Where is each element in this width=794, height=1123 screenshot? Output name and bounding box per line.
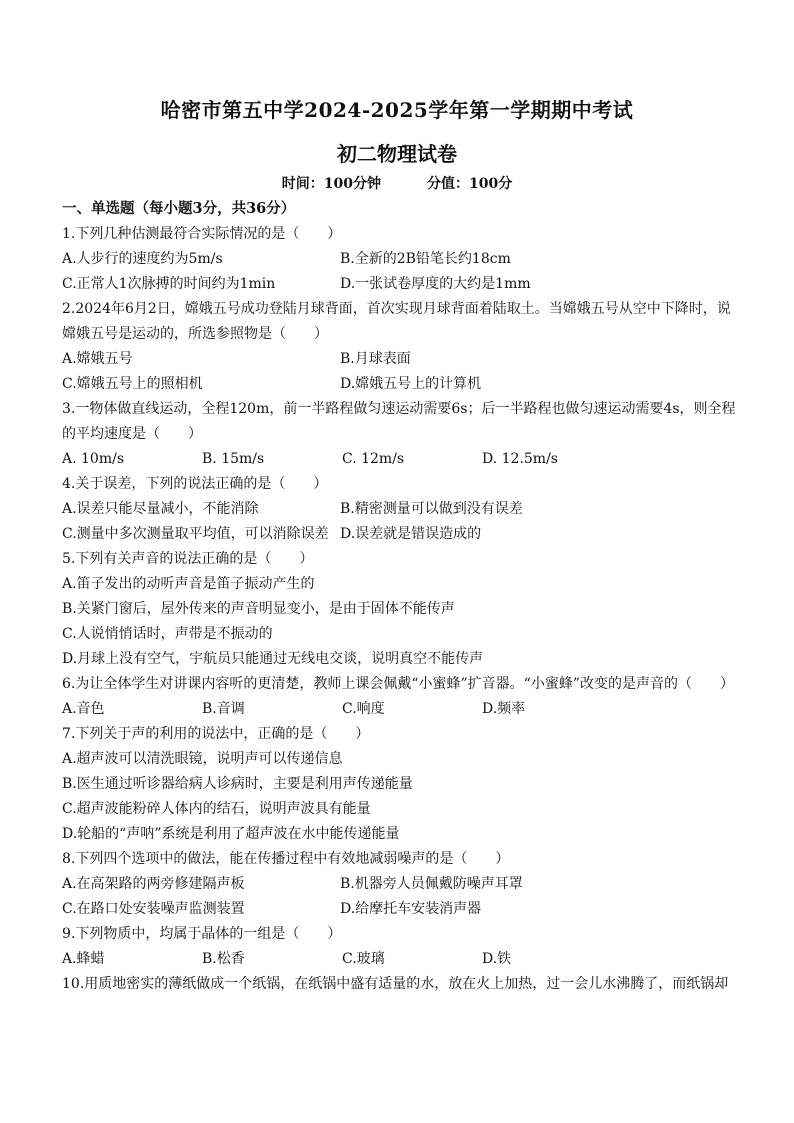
section-heading: 一、单选题（每小题3分，共36分） bbox=[62, 200, 296, 217]
question-3-options bbox=[62, 447, 738, 472]
option: B.音调 bbox=[202, 701, 245, 717]
question-1-stem: 1.下列几种估测最符合实际情况的是（ ） bbox=[62, 226, 342, 242]
question-4-stem: 4.关于误差，下列的说法正确的是（ ） bbox=[62, 476, 328, 492]
option: B.全新的2B铅笔长约18cm bbox=[340, 251, 511, 267]
option: B. 15m/s bbox=[202, 451, 265, 467]
option: D.月球上没有空气，宇航员只能通过无线电交谈，说明真空不能传声 bbox=[62, 651, 484, 667]
question-9-stem: 9.下列物质中，均属于晶体的一组是（ ） bbox=[62, 926, 342, 942]
question-7-stem: 7.下列关于声的利用的说法中，正确的是（ ） bbox=[62, 726, 370, 742]
option: B.机器旁人员佩戴防噪声耳罩 bbox=[340, 876, 523, 892]
option: B.月球表面 bbox=[340, 351, 411, 367]
exam-subtitle: 初二物理试卷 bbox=[337, 142, 457, 166]
option: C.响度 bbox=[342, 701, 385, 717]
exam-meta bbox=[0, 173, 794, 193]
option: C.正常人1次脉搏的时间约为1min bbox=[62, 276, 276, 292]
option: A.笛子发出的动听声音是笛子振动产生的 bbox=[62, 576, 315, 592]
option: D.频率 bbox=[482, 701, 526, 717]
option: D.一张试卷厚度的大约是1mm bbox=[340, 276, 531, 292]
option: C.超声波能粉碎人体内的结石，说明声波具有能量 bbox=[62, 801, 371, 817]
option: C.人说悄悄话时，声带是不振动的 bbox=[62, 626, 273, 642]
question-4-options-row2 bbox=[62, 522, 738, 547]
question-8-options-row1 bbox=[62, 872, 738, 897]
option: A.音色 bbox=[62, 701, 105, 717]
option: B.医生通过听诊器给病人诊病时，主要是利用声传递能量 bbox=[62, 776, 413, 792]
question-4-options-row1 bbox=[62, 497, 738, 522]
question-8-options-row2 bbox=[62, 897, 738, 922]
option: D.误差就是错误造成的 bbox=[340, 526, 482, 542]
question-list bbox=[62, 222, 738, 997]
option: A.在高架路的两旁修建隔声板 bbox=[62, 876, 245, 892]
exam-time: 时间：100分钟 bbox=[281, 176, 381, 192]
option: A.蜂蜡 bbox=[62, 951, 105, 967]
question-6-stem: 6.为让全体学生对讲课内容听的更清楚，教师上课会佩戴“小蜜蜂”扩音器。“小蜜蜂”改变的是声音的（ ） bbox=[62, 676, 734, 692]
question-2-stem: 2.2024年6月2日，嫦娥五号成功登陆月球背面，首次实现月球背面着陆取土。当嫦娥五号从空中下降时，说嫦娥五号是运动的，所选参照物是（ ） bbox=[62, 301, 731, 342]
option: C.测量中多次测量取平均值，可以消除误差 bbox=[62, 526, 329, 542]
question-2-options-row1 bbox=[62, 347, 738, 372]
option: B.关紧门窗后，屋外传来的声音明显变小，是由于固体不能传声 bbox=[62, 601, 455, 617]
option: C.嫦娥五号上的照相机 bbox=[62, 376, 203, 392]
question-10-stem: 10.用质地密实的薄纸做成一个纸锅，在纸锅中盛有适量的水，放在火上加热，过一会儿水沸腾了，而纸锅却 bbox=[62, 976, 729, 992]
question-3-stem: 3.一物体做直线运动，全程120m，前一半路程做匀速运动需要6s；后一半路程也做匀速运动需要4s，则全程的平均速度是（ ） bbox=[62, 401, 736, 442]
option: C. 12m/s bbox=[342, 451, 405, 467]
option: D.铁 bbox=[482, 951, 512, 967]
option: D. 12.5m/s bbox=[482, 451, 558, 467]
option: A.误差只能尽量减小，不能消除 bbox=[62, 501, 259, 517]
option: D.轮船的“声呐”系统是利用了超声波在水中能传递能量 bbox=[62, 826, 400, 842]
option: D.嫦娥五号上的计算机 bbox=[340, 376, 482, 392]
option: D.给摩托车安装消声器 bbox=[340, 901, 482, 917]
option: A.嫦娥五号 bbox=[62, 351, 133, 367]
option: C.在路口处安装噪声监测装置 bbox=[62, 901, 245, 917]
question-1-options-row1 bbox=[62, 247, 738, 272]
option: A.超声波可以清洗眼镜，说明声可以传递信息 bbox=[62, 751, 343, 767]
question-8-stem: 8.下列四个选项中的做法，能在传播过程中有效地减弱噪声的是（ ） bbox=[62, 851, 510, 867]
exam-score: 分值：100分 bbox=[427, 176, 513, 192]
question-1-options-row2 bbox=[62, 272, 738, 297]
option: B.松香 bbox=[202, 951, 245, 967]
option: A.人步行的速度约为5m/s bbox=[62, 251, 223, 267]
option: A. 10m/s bbox=[62, 451, 125, 467]
exam-title: 哈密市第五中学2024-2025学年第一学期期中考试 bbox=[160, 98, 634, 122]
option: B.精密测量可以做到没有误差 bbox=[340, 501, 523, 517]
option: C.玻璃 bbox=[342, 951, 385, 967]
question-9-options bbox=[62, 947, 738, 972]
question-2-options-row2 bbox=[62, 372, 738, 397]
question-5-stem: 5.下列有关声音的说法正确的是（ ） bbox=[62, 551, 314, 567]
question-6-options bbox=[62, 697, 738, 722]
